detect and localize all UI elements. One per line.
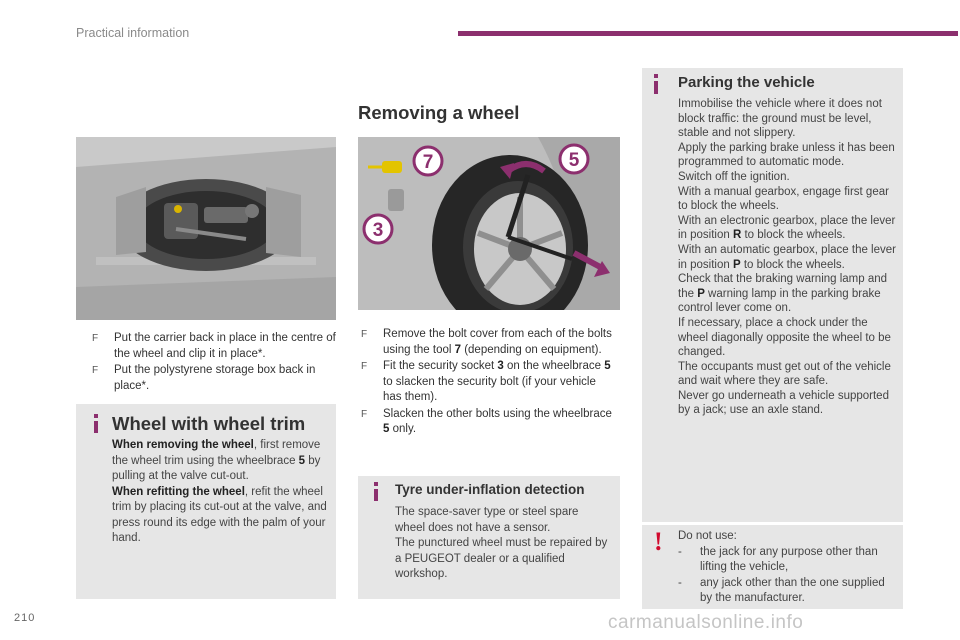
- warning-item-text: any jack other than the one supplied by the manufacturer.: [700, 576, 885, 604]
- wheel-trim-box: [76, 404, 336, 599]
- step-text-c: to slacken the security bolt (if your vehicle has them).: [383, 375, 596, 403]
- parking-line: With a manual gearbox, engage first gear to block the wheels.: [678, 185, 889, 213]
- parking-text-b: to block the wheels.: [741, 229, 846, 242]
- parking-text-a: With an automatic gearbox, place the lever in position: [678, 243, 896, 271]
- parking-text: [678, 97, 900, 418]
- dash-marker: -: [678, 545, 682, 558]
- header-accent-bar: [458, 31, 958, 36]
- tool-number: 7: [454, 343, 462, 356]
- page-number: 210: [14, 612, 36, 624]
- removing-wheel-title: Removing a wheel: [358, 102, 520, 123]
- list-item: [361, 327, 616, 358]
- warning-item-text: the jack for any purpose other than lifting the vehicle,: [700, 545, 878, 573]
- parking-line: Switch off the ignition.: [678, 170, 790, 183]
- list-item: [92, 363, 337, 394]
- wheel-removal-steps: [361, 327, 616, 439]
- callout-5: 5: [568, 150, 580, 171]
- tyre-text-2: The punctured wheel must be repaired by a PEUGEOT dealer or a qualified workshop.: [395, 537, 608, 580]
- warning-intro: Do not use:: [678, 530, 737, 542]
- step-text-a: Fit the security socket: [383, 360, 498, 372]
- bullet-marker: F: [361, 361, 368, 372]
- parking-text-b: warning lamp in the parking brake control lever come on.: [678, 287, 881, 315]
- warning-item: [678, 576, 900, 607]
- list-item: [361, 407, 616, 438]
- info-icon-dot: [94, 414, 98, 418]
- parking-title: Parking the vehicle: [678, 74, 815, 91]
- info-icon: [374, 489, 378, 501]
- wheel-removal-illustration: [358, 137, 620, 310]
- warning-item: [678, 545, 900, 576]
- refitting-text: , refit the wheel trim by placing its cut-out at the valve, and press round its edge with the palm of your hand.: [112, 485, 327, 544]
- parking-box: [642, 68, 903, 522]
- socket-number: 3: [497, 360, 504, 372]
- info-icon: [654, 81, 658, 94]
- parking-line: [678, 214, 900, 243]
- section-title: Practical information: [76, 26, 190, 40]
- parking-line: The occupants must get out of the vehicle and wait where they are safe.: [678, 360, 891, 388]
- bullet-marker: F: [361, 408, 368, 420]
- info-icon-dot: [374, 482, 378, 486]
- step-text-a: Remove the bolt cover from each of the bolts using the tool: [383, 328, 612, 356]
- list-item: [361, 359, 616, 406]
- tyre-inflation-text: [395, 505, 610, 583]
- parking-line: If necessary, place a chock under the wheel diagonally opposite the wheel to be changed.: [678, 316, 891, 359]
- warning-lamp-p: P: [697, 287, 705, 300]
- step-text-a: Slacken the other bolts using the wheelbrace: [383, 407, 612, 420]
- parking-text-b: to block the wheels.: [740, 258, 845, 271]
- warning-box: [642, 525, 903, 609]
- callout-7: 7: [422, 152, 434, 173]
- parking-text-a: Check that the braking warning lamp and the: [678, 273, 888, 300]
- wheelbrace-number: 5: [298, 454, 306, 467]
- parking-text-a: With an electronic gearbox, place the lever in position: [678, 214, 896, 242]
- wheel-trim-text: [112, 438, 332, 547]
- dash-marker: -: [678, 576, 682, 589]
- removing-text-a: , first remove the wheel trim using the wheelbrace: [112, 439, 321, 467]
- step-text-b: only.: [389, 423, 417, 435]
- parking-line: Apply the parking brake unless it has been programmed to automatic mode.: [678, 141, 895, 169]
- removing-text-b: by pulling at the valve cut-out.: [112, 454, 321, 482]
- step-text-b: (depending on equipment).: [461, 343, 602, 356]
- warning-text: [678, 529, 900, 607]
- parking-line: Immobilise the vehicle where it does not block traffic: the ground must be level, stable and not slippery.: [678, 98, 882, 140]
- wheelbrace-number: 5: [604, 360, 611, 372]
- list-item-text: Put the carrier back in place in the centre of the wheel and clip it in place*.: [114, 332, 336, 360]
- list-item-text: Put the polystyrene storage box back in place*.: [114, 364, 316, 392]
- bullet-marker: F: [361, 329, 368, 340]
- info-icon: [94, 421, 98, 433]
- callout-3: 3: [372, 220, 384, 241]
- carrier-instructions-list: [92, 331, 337, 395]
- gear-position-p: P: [732, 258, 741, 271]
- bullet-marker: F: [92, 365, 99, 376]
- info-icon-dot: [654, 74, 658, 78]
- parking-line: Never go underneath a vehicle supported by a jack; use an axle stand.: [678, 389, 889, 417]
- refitting-label: When refitting the wheel: [112, 485, 245, 498]
- gear-position-r: R: [732, 229, 742, 242]
- wheel-trim-title: Wheel with wheel trim: [112, 413, 306, 434]
- tyre-inflation-title: Tyre under-inflation detection: [395, 482, 585, 497]
- wheelbrace-number: 5: [383, 423, 390, 435]
- warning-icon: !: [654, 527, 663, 556]
- watermark-text: carmanualsonline.info: [608, 612, 804, 633]
- parking-line: [678, 272, 900, 316]
- parking-line: [678, 243, 900, 272]
- removing-label: When removing the wheel: [112, 439, 254, 451]
- bullet-marker: F: [92, 333, 99, 344]
- list-item: [92, 331, 337, 362]
- tyre-text-1: The space-saver type or steel spare wheel does not have a sensor.: [395, 506, 579, 534]
- step-text-b: on the wheelbrace: [503, 360, 605, 372]
- spare-wheel-well-photo: [76, 137, 336, 320]
- tyre-inflation-box: [358, 476, 620, 599]
